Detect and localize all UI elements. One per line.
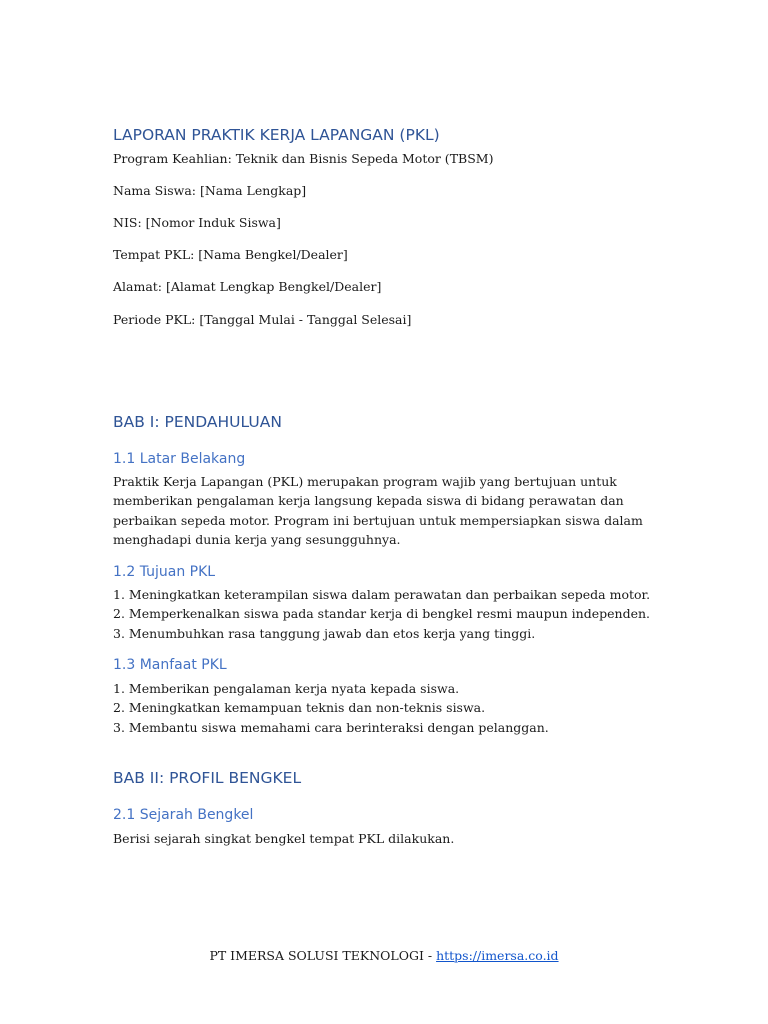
info-program: Program Keahlian: Teknik dan Bisnis Sepeda Motor (TBSM) [113,151,494,166]
list-item: 1. Meningkatkan keterampilan siswa dalam perawatan dan perbaikan sepeda motor. [113,587,651,602]
page-footer [0,946,768,965]
info-address: Alamat: [Alamat Lengkap Bengkel/Dealer] [113,279,382,294]
list-item: 3. Menumbuhkan rasa tanggung jawab dan etos kerja yang tinggi. [113,625,536,641]
bab2-heading: BAB II: PROFIL BENGKEL [113,769,302,787]
document-title: LAPORAN PRAKTIK KERJA LAPANGAN (PKL) [113,126,440,144]
info-location: Tempat PKL: [Nama Bengkel/Dealer] [113,247,348,262]
info-student-name: Nama Siswa: [Nama Lengkap] [113,183,307,198]
section-1-2-heading: 1.2 Tujuan PKL [113,564,216,580]
footer-link[interactable]: https://imersa.co.id [436,948,559,963]
list-item: 1. Memberikan pengalaman kerja nyata kepada siswa. [113,681,460,696]
section-1-3-list [113,679,549,737]
section-1-3-heading: 1.3 Manfaat PKL [113,657,227,673]
section-1-1-paragraph: Praktik Kerja Lapangan (PKL) merupakan program wajib yang bertujuan untuk memberikan pengalaman kerja langsung kepada siswa di bidang perawatan dan perbaikan sepeda motor. Program ini bertujuan untuk mempersiapkan siswa dalam menghadapi dunia kerja yang sesungguhnya. [113,474,643,547]
bab1-heading: BAB I: PENDAHULUAN [113,413,282,431]
section-2-1-heading: 2.1 Sejarah Bengkel [113,807,254,823]
section-1-2-list [113,585,650,643]
section-2-1-paragraph: Berisi sejarah singkat bengkel tempat PKL dilakukan. [113,831,455,846]
list-item: 2. Memperkenalkan siswa pada standar kerja di bengkel resmi maupun independen. [113,606,651,622]
info-period: Periode PKL: [Tanggal Mulai - Tanggal Selesai] [113,312,412,327]
footer-company: PT IMERSA SOLUSI TEKNOLOGI - [209,948,437,963]
list-item: 3. Membantu siswa memahami cara berinteraksi dengan pelanggan. [113,719,549,735]
info-nis: NIS: [Nomor Induk Siswa] [113,215,281,230]
section-1-1-heading: 1.1 Latar Belakang [113,451,246,467]
list-item: 2. Meningkatkan kemampuan teknis dan non-teknis siswa. [113,700,486,716]
